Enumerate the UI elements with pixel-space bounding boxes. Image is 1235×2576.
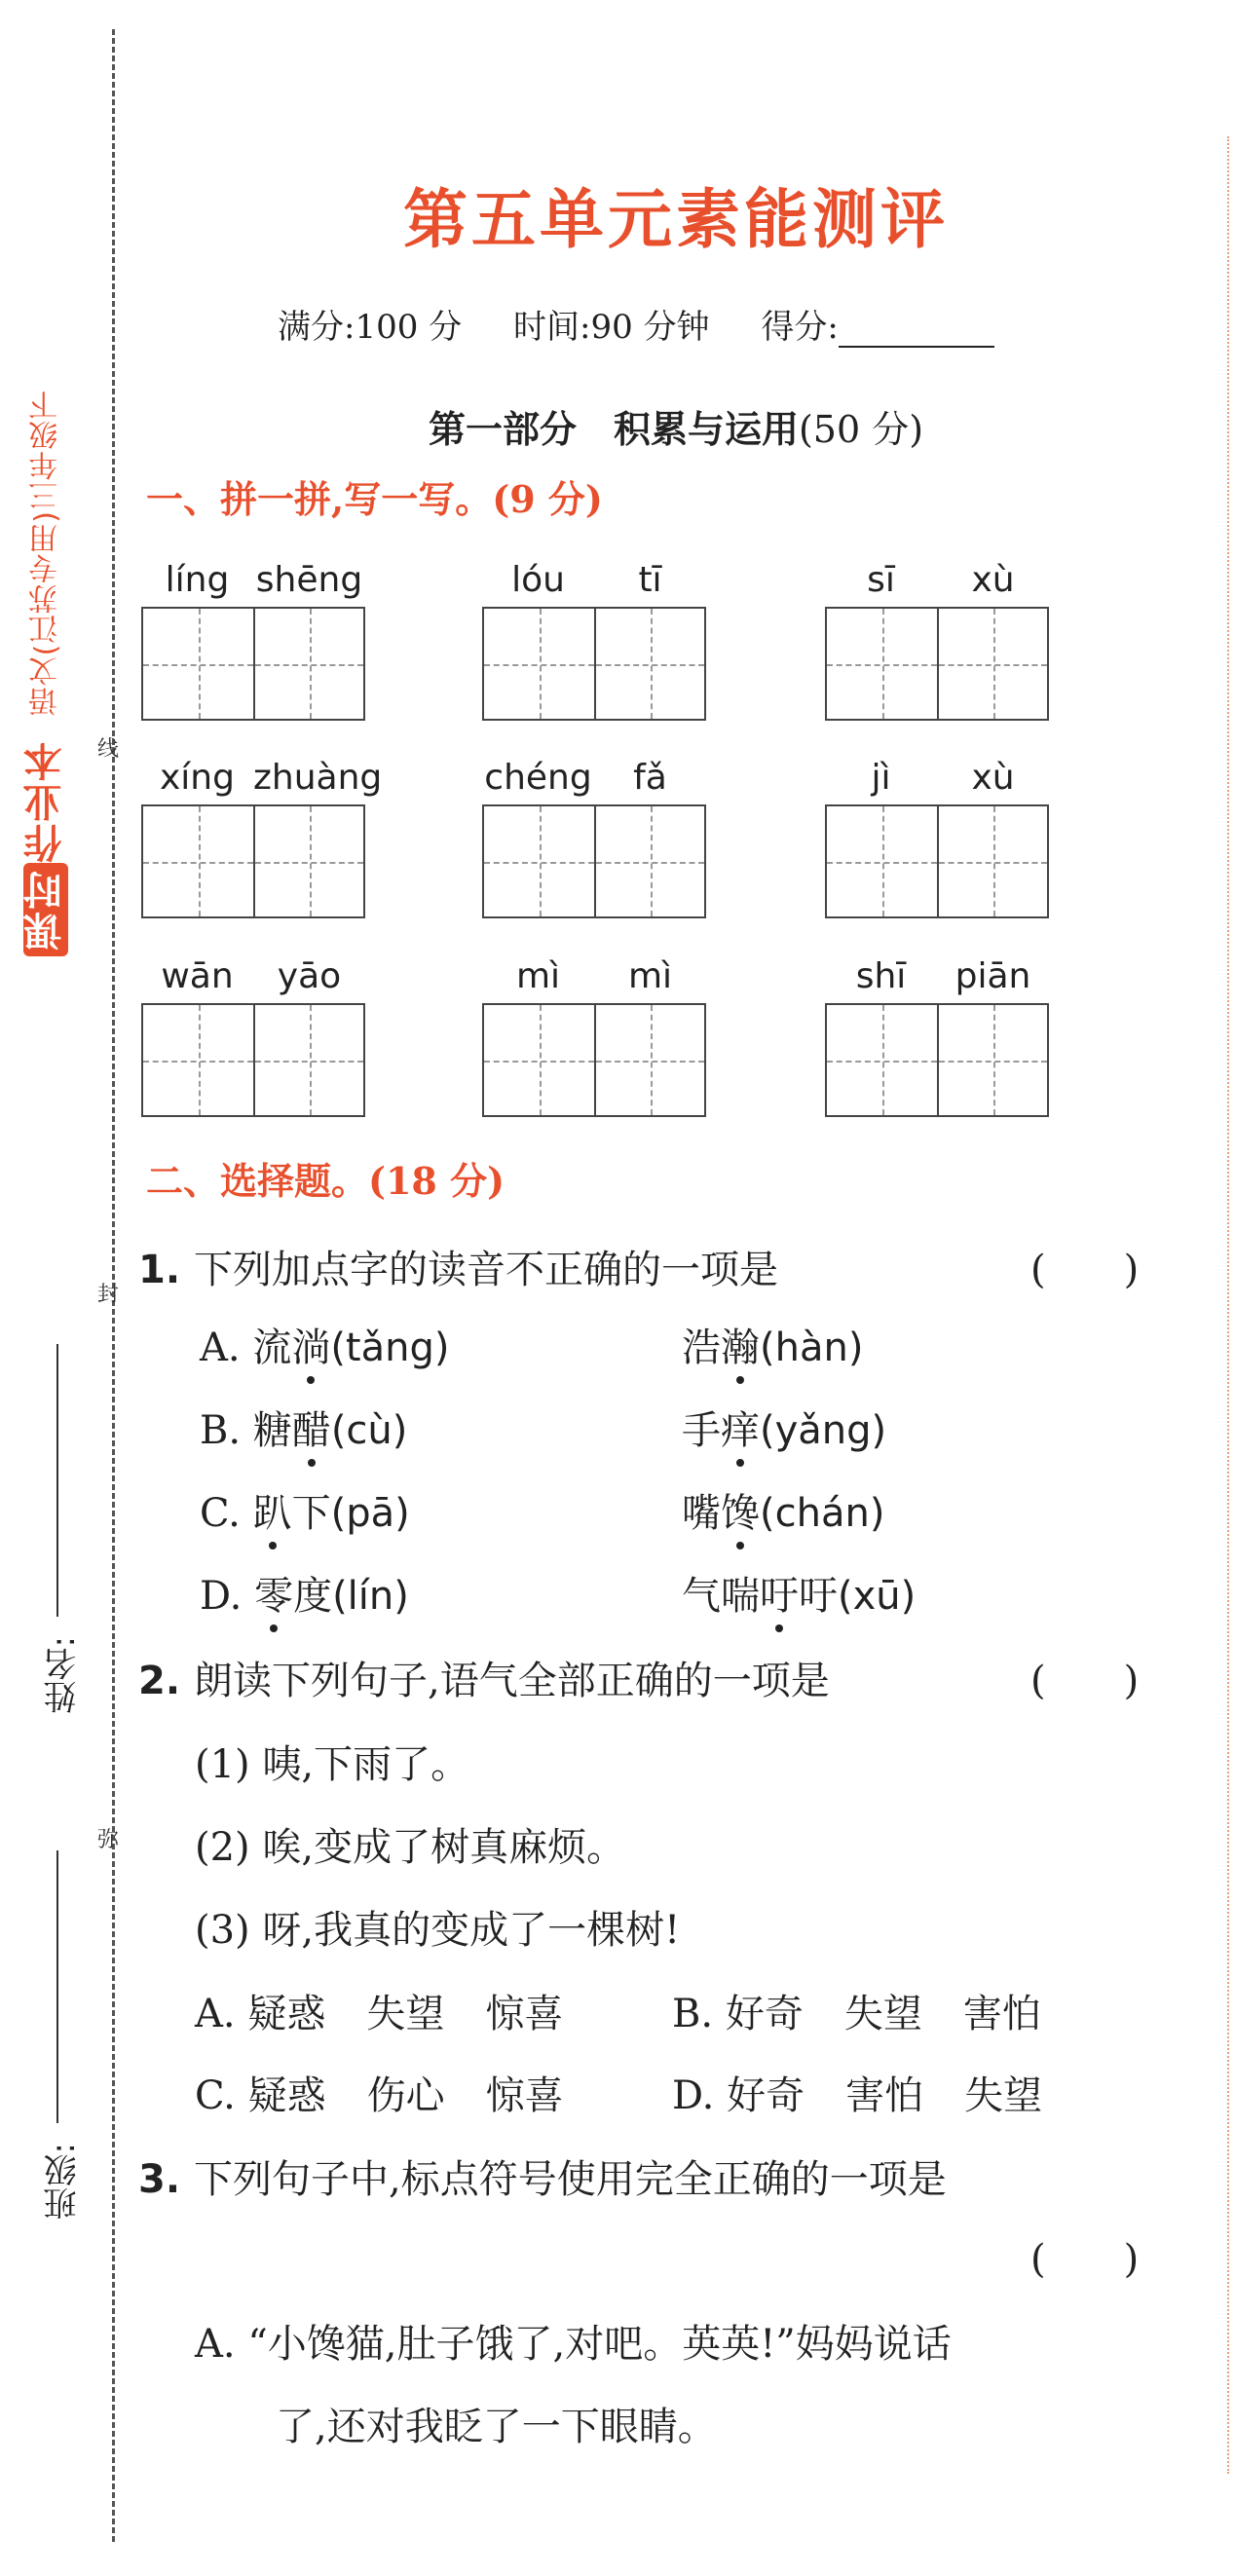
name-blank <box>56 1344 58 1617</box>
pinyin-item <box>482 956 706 1117</box>
option-a-continued: 了,还对我眨了一下眼睛。 <box>276 2405 717 2449</box>
question-stem: 下列句子中,标点符号使用完全正确的一项是 <box>194 2157 947 2202</box>
pinyin-reading: (yǎng) <box>760 1408 887 1453</box>
option-c[interactable] <box>195 2065 564 2120</box>
dotted-char: 趴 <box>252 1491 292 1536</box>
sentence: (2) 唉,变成了树真麻烦。 <box>195 1825 626 1870</box>
option-word: 害怕 <box>845 2073 924 2118</box>
option-label: B. <box>672 1992 714 2036</box>
question-stem: 下列加点字的读音不正确的一项是 <box>194 1248 779 1292</box>
pinyin-reading: (pā) <box>330 1491 410 1536</box>
section-1-label: 一、拼一拼,写一写。 <box>146 477 493 521</box>
pinyin-item <box>482 560 706 721</box>
writing-grid[interactable] <box>141 804 365 918</box>
dotted-char: 吁 <box>760 1574 799 1619</box>
option-label: A. <box>200 1325 241 1370</box>
seal-char-line: 线 <box>97 737 120 762</box>
option-label: D. <box>672 2073 715 2118</box>
option-word: 伤心 <box>366 2073 445 2118</box>
section-1-points: (9 分) <box>492 477 603 521</box>
dotted-char: 醋 <box>291 1408 331 1453</box>
pinyin-syllable: xíng <box>160 758 235 798</box>
answer-paren[interactable]: ( ) <box>1030 1248 1140 1292</box>
option-word: 失望 <box>964 2073 1043 2118</box>
option-word: 惊喜 <box>485 1992 564 2036</box>
pinyin-syllable: xù <box>971 758 1015 798</box>
class-blank <box>56 1850 58 2123</box>
pinyin-item <box>825 560 1049 721</box>
option-label: C. <box>200 1491 241 1536</box>
word-part: 下 <box>291 1491 331 1536</box>
pinyin-syllable: mì <box>515 956 561 996</box>
score-blank[interactable] <box>839 313 994 348</box>
option-label: C. <box>195 2073 236 2118</box>
question-number: 1. <box>138 1248 181 1292</box>
option-left[interactable] <box>200 1482 410 1538</box>
pinyin-reading: (hàn) <box>760 1325 864 1370</box>
question-stem: 朗读下列句子,语气全部正确的一项是 <box>194 1659 830 1703</box>
pinyin-syllable: chéng <box>484 758 592 798</box>
pinyin-item <box>825 956 1049 1117</box>
word-part: 嘴 <box>682 1491 721 1536</box>
option-word: 疑惑 <box>247 1992 326 2036</box>
class-label: 班级: <box>44 2143 83 2221</box>
pinyin-syllable: piān <box>954 956 1031 996</box>
pinyin-syllable: wān <box>161 956 234 996</box>
pinyin-syllable: líng <box>165 560 230 600</box>
sentence: (1) 咦,下雨了。 <box>195 1742 470 1787</box>
option-a[interactable] <box>195 1983 563 2038</box>
writing-grid[interactable] <box>825 804 1049 918</box>
option-a[interactable]: A. “小馋猫,肚子饿了,对吧。英英!”妈妈说话 <box>195 2322 952 2367</box>
option-left[interactable] <box>200 1400 407 1455</box>
pinyin-item <box>141 956 365 1117</box>
brand-logo <box>18 740 73 956</box>
question-number: 3. <box>138 2157 181 2202</box>
option-right[interactable] <box>682 1400 886 1455</box>
pinyin-syllable: lóu <box>511 560 565 600</box>
pinyin-item <box>141 560 365 721</box>
pinyin-syllable: mì <box>627 956 673 996</box>
writing-grid[interactable] <box>825 607 1049 721</box>
brand-logo-mark: 课时 <box>23 863 68 956</box>
score-label: 得分: <box>761 308 839 347</box>
word-part: 浩 <box>682 1325 721 1370</box>
option-right[interactable] <box>682 1317 863 1372</box>
word-part: 气喘 <box>682 1574 760 1619</box>
writing-grid[interactable] <box>482 804 706 918</box>
dotted-char: 痒 <box>721 1408 760 1453</box>
question-number: 2. <box>138 1659 181 1703</box>
word-part: 度 <box>293 1574 333 1619</box>
option-label: A. <box>195 1992 236 2036</box>
option-left[interactable] <box>200 1565 409 1621</box>
pinyin-reading: (chán) <box>760 1491 885 1536</box>
answer-paren[interactable]: ( ) <box>1030 2237 1140 2282</box>
pinyin-syllable: xù <box>971 560 1015 600</box>
right-border-line <box>1227 136 1229 2474</box>
pinyin-syllable: tī <box>638 560 662 600</box>
full-score: 满分:100 分 <box>278 308 463 347</box>
pinyin-item <box>141 758 383 918</box>
pinyin-reading: (tǎng) <box>330 1325 450 1370</box>
word-part: 糖 <box>252 1408 292 1453</box>
seal-char-seal: 封 <box>97 1283 120 1307</box>
writing-grid[interactable] <box>482 1003 706 1117</box>
option-b[interactable] <box>672 1983 1041 2038</box>
pinyin-item <box>482 758 706 918</box>
pinyin-syllable: shēng <box>255 560 363 600</box>
name-label: 姓名: <box>44 1636 83 1714</box>
book-info: 语文(江苏专用)三年级下 <box>29 390 63 717</box>
option-label: B. <box>200 1408 242 1453</box>
dotted-char: 馋 <box>721 1491 760 1536</box>
writing-grid[interactable] <box>141 1003 365 1117</box>
question-3 <box>138 2148 947 2204</box>
writing-grid[interactable] <box>825 1003 1049 1117</box>
pinyin-syllable: jì <box>871 758 891 798</box>
pinyin-syllable: zhuàng <box>253 758 383 798</box>
question-2 <box>138 1650 830 1705</box>
option-label: D. <box>200 1574 243 1619</box>
section-2-points: (18 分) <box>368 1159 505 1203</box>
pinyin-syllable: fǎ <box>633 758 667 798</box>
option-word: 害怕 <box>962 1992 1041 2036</box>
word-part: 流 <box>252 1325 292 1370</box>
pinyin-item <box>825 758 1049 918</box>
option-word: 好奇 <box>727 2073 805 2118</box>
option-word: 惊喜 <box>485 2073 564 2118</box>
option-word: 疑惑 <box>247 2073 326 2118</box>
pinyin-syllable: yāo <box>277 956 342 996</box>
option-right[interactable] <box>682 1565 916 1621</box>
answer-paren[interactable]: ( ) <box>1030 1659 1140 1703</box>
section-heading-1 <box>146 469 603 523</box>
exam-time: 时间:90 分钟 <box>512 308 710 347</box>
dotted-char: 零 <box>254 1574 294 1619</box>
exam-meta <box>278 300 994 348</box>
pinyin-syllable: shī <box>855 956 907 996</box>
pinyin-reading: (cù) <box>330 1408 408 1453</box>
option-word: 失望 <box>366 1992 445 2036</box>
part-heading <box>117 399 1235 453</box>
option-d[interactable] <box>672 2065 1042 2120</box>
page-title: 第五单元素能测评 <box>403 181 949 257</box>
brand-name: 作业本 <box>23 740 68 863</box>
option-left[interactable] <box>200 1317 449 1372</box>
part-score: (50 分) <box>798 408 924 451</box>
dotted-char: 淌 <box>291 1325 331 1370</box>
option-word: 好奇 <box>725 1992 804 2036</box>
pinyin-syllable: sī <box>867 560 895 600</box>
writing-grid[interactable] <box>482 607 706 721</box>
question-1 <box>138 1239 778 1294</box>
section-heading-2 <box>146 1151 505 1205</box>
dotted-char: 瀚 <box>721 1325 760 1370</box>
word-part: 吁 <box>799 1574 838 1619</box>
pinyin-reading: (xū) <box>838 1574 917 1619</box>
word-part: 手 <box>682 1408 721 1453</box>
seal-char-close: 弥 <box>97 1828 120 1852</box>
part-name: 第一部分 积累与运用 <box>428 407 799 451</box>
option-word: 失望 <box>843 1992 922 2036</box>
option-right[interactable] <box>682 1482 884 1538</box>
section-2-label: 二、选择题。 <box>146 1159 369 1203</box>
pinyin-reading: (lín) <box>332 1574 409 1619</box>
sentence: (3) 呀,我真的变成了一棵树! <box>195 1908 681 1953</box>
writing-grid[interactable] <box>141 607 365 721</box>
